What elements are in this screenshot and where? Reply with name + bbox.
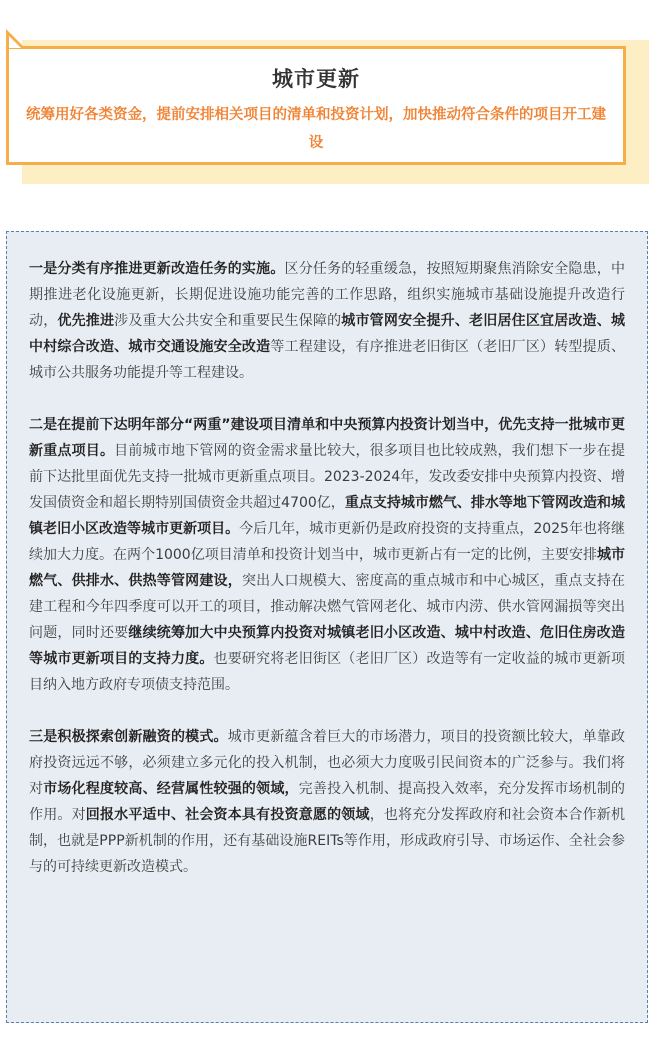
paragraph-3-bold: 三是积极探索创新融资的模式。 [29, 729, 228, 745]
header-card [6, 46, 626, 165]
paragraph-2-text: 也要研究将老旧街区（老旧厂区）改造等有一定收益的城市更新项目纳入地方政府专项债支持范围。 [29, 651, 626, 693]
paragraph-1-text: 区分任务的轻重缓急，按照短期聚焦消除安全隐患，中期推进老化设施更新，长期促进设施功能完善的工作思路，组织实施城市基础设施提升改造行动， [29, 261, 626, 329]
paragraph-3-text: 城市更新蕴含着巨大的市场潜力，项目的投资额比较大，单靠政府投资远远不够，必须建立多元化的投入机制，也必须大力度吸引民间资本的广泛参与。我们将对 [29, 729, 626, 797]
paragraph-1-bold: 优先推进 [57, 313, 115, 329]
paragraph-2-bold: 重点支持城市燃气、排水等地下管网改造和城镇老旧小区改造等城市更新项目。 [29, 495, 625, 537]
content-box [6, 231, 648, 1023]
page-title: 城市更新 [272, 67, 360, 91]
paragraph-2-bold: 城市燃气、供排水、供热等管网建设， [29, 547, 625, 589]
page-subtitle: 统筹用好各类资金，提前安排相关项目的清单和投资计划，加快推动符合条件的项目开工建设 [26, 107, 606, 151]
paragraph-2-bold: 继续统筹加大中央预算内投资对城镇老旧小区改造、城中村改造、危旧住房改造等城市更新项目的支持力度。 [29, 625, 626, 667]
paragraph-1-bold: 一是分类有序推进更新改造任务的实施。 [29, 261, 285, 277]
header-notch-inner [9, 36, 21, 48]
paragraph-3 [29, 724, 625, 880]
paragraph-1 [29, 256, 625, 386]
paragraph-1-text: 涉及重大公共安全和重要民生保障的 [114, 313, 342, 329]
paragraph-3-bold: 市场化程度较高、经营属性较强的领域， [43, 781, 299, 797]
paragraph-3-text: ，也将充分发挥政府和社会资本合作新机制，也就是PPP新机制的作用，还有基础设施REITs等作用，形成政府引导、市场运作、全社会参与的可持续更新改造模式。 [29, 807, 626, 875]
paragraph-1-text: 等工程建设，有序推进老旧街区（老旧厂区）转型提质、城市公共服务功能提升等工程建设。 [29, 339, 626, 381]
paragraph-1-bold: 城市管网安全提升、老旧居住区宜居改造、城中村综合改造、城市交通设施安全改造 [29, 313, 626, 355]
paragraph-2-text: 目前城市地下管网的资金需求量比较大，很多项目也比较成熟，我们想下一步在提前下达批里面优先支持一批城市更新重点项目。2023-2024年，发改委安排中央预算内投资、增发国债资金和超长期特别国债资金共超过4700亿， [29, 443, 625, 511]
paragraph-3-bold: 回报水平适中、社会资本具有投资意愿的领域 [85, 807, 370, 823]
paragraph-2 [29, 412, 625, 698]
paragraph-3-text: 完善投入机制、提高投入效率，充分发挥市场机制的作用。对 [29, 781, 626, 823]
paragraph-2-text: 突出人口规模大、密度高的重点城市和中心城区，重点支持在建工程和今年四季度可以开工的项目，推动解决燃气管网老化、城市内涝、供水管网漏损等突出问题，同时还要 [29, 573, 626, 641]
paragraph-2-text: 今后几年，城市更新仍是政府投资的支持重点，2025年也将继续加大力度。在两个1000亿项目清单和投资计划当中，城市更新占有一定的比例，主要安排 [29, 521, 625, 563]
paragraph-2-bold: 二是在提前下达明年部分“两重”建设项目清单和中央预算内投资计划当中，优先支持一批城市更新重点项目。 [29, 417, 625, 459]
